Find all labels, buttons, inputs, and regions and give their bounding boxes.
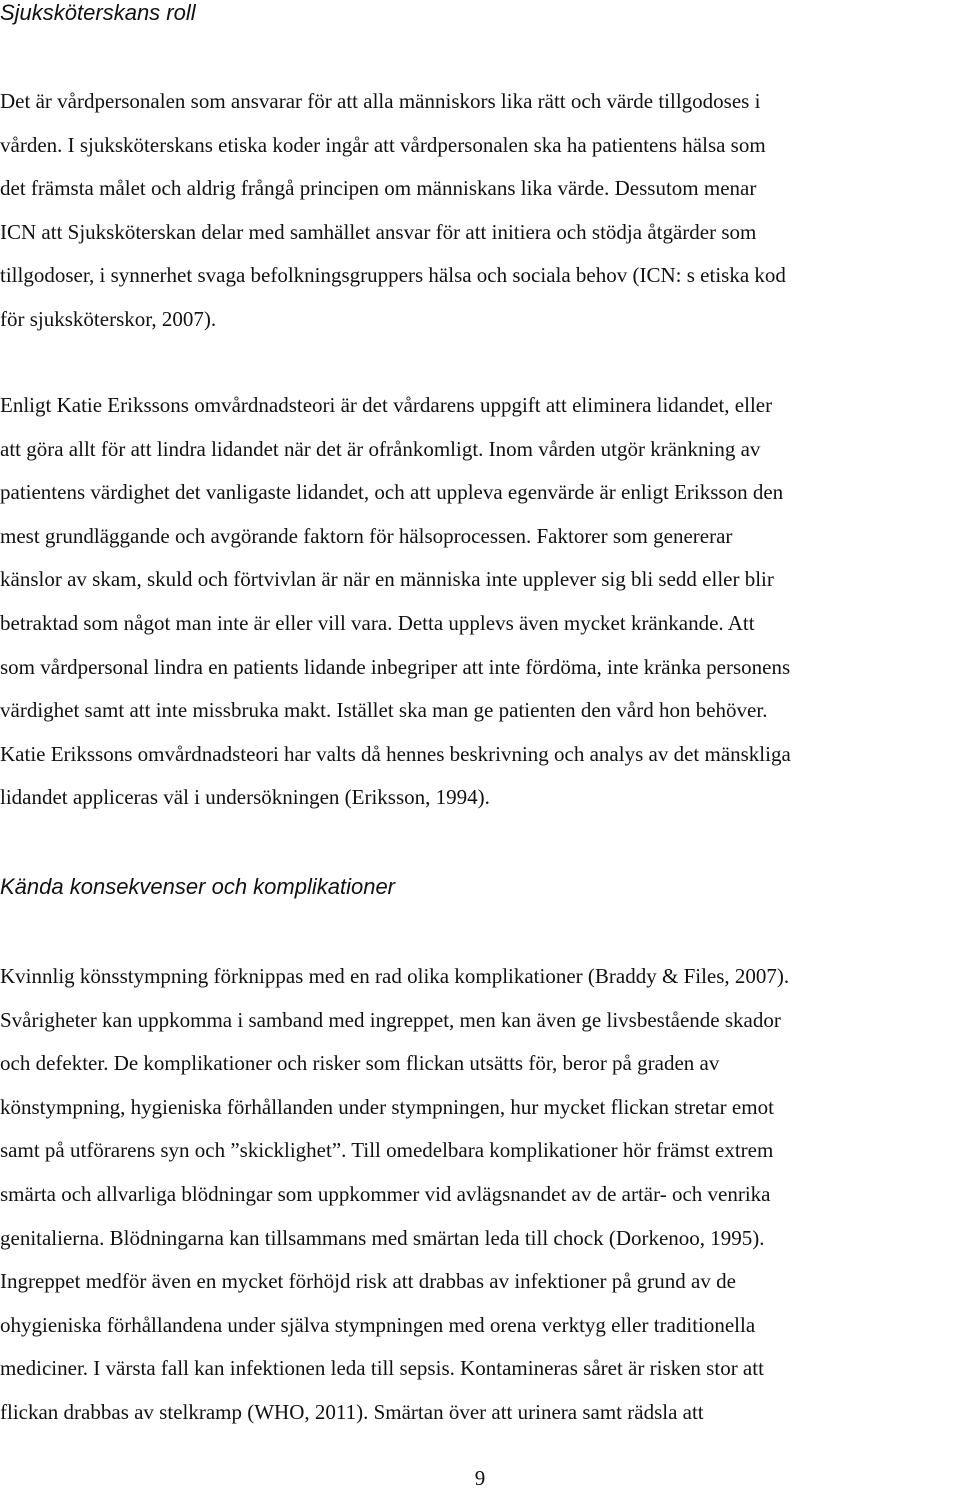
paragraph-icn-ethics <box>0 80 786 342</box>
text-line: mediciner. I värsta fall kan infektionen leda till sepsis. Kontamineras såret är risken stor att <box>0 1356 764 1381</box>
text-line: könstympning, hygieniska förhållanden under stympningen, hur mycket flickan stretar emot <box>0 1094 774 1119</box>
text-line: Svårigheter kan uppkomma i samband med ingreppet, men kan även ge livsbestående skador <box>0 1007 781 1032</box>
text-line: samt på utförarens syn och ”skicklighet”. Till omedelbara komplikationer hör främst extrem <box>0 1138 774 1163</box>
text-line: ICN att Sjuksköterskan delar med samhället ansvar för att initiera och stödja åtgärder som <box>0 219 757 244</box>
section-heading-sjukskoterskans-roll: Sjuksköterskans roll <box>0 0 196 25</box>
section-heading-konsekvenser: Kända konsekvenser och komplikationer <box>0 874 396 899</box>
paragraph-complications <box>0 955 789 1435</box>
text-line: Ingreppet medför även en mycket förhöjd risk att drabbas av infektioner på grund av de <box>0 1269 736 1294</box>
text-line: smärta och allvarliga blödningar som uppkommer vid avlägsnandet av de artär- och venrika <box>0 1181 771 1206</box>
text-line: vården. I sjuksköterskans etiska koder ingår att vårdpersonalen ska ha patientens hälsa som <box>0 132 766 157</box>
text-line: genitalierna. Blödningarna kan tillsammans med smärtan leda till chock (Dorkenoo, 1995). <box>0 1225 765 1250</box>
text-line: ohygieniska förhållandena under själva stympningen med orena verktyg eller traditionella <box>0 1312 756 1337</box>
text-line: flickan drabbas av stelkramp (WHO, 2011). Smärtan över att urinera samt rädsla att <box>0 1399 704 1424</box>
page-number: 9 <box>474 1466 486 1490</box>
text-line: lidandet appliceras väl i undersökningen (Eriksson, 1994). <box>0 785 490 810</box>
text-line: Det är vårdpersonalen som ansvarar för att alla människors lika rätt och värde tillgodoses i <box>0 89 761 113</box>
text-line: att göra allt för att lindra lidandet när det är ofrånkomligt. Inom vården utgör kränkning av <box>0 436 761 461</box>
text-line: patientens värdighet det vanligaste lidandet, och att uppleva egenvärde är enligt Eriksson den <box>0 480 784 505</box>
text-line: betraktad som något man inte är eller vill vara. Detta upplevs även mycket kränkande. Att <box>0 610 755 635</box>
paragraph-eriksson-theory <box>0 384 791 820</box>
text-line: för sjuksköterskor, 2007). <box>0 306 217 331</box>
text-line: Enligt Katie Erikssons omvårdnadsteori är det vårdarens uppgift att eliminera lidandet, eller <box>0 393 773 417</box>
text-line: och defekter. De komplikationer och risker som flickan utsätts för, beror på graden av <box>0 1051 720 1076</box>
text-line: Katie Erikssons omvårdnadsteori har valts då hennes beskrivning och analys av det mänskliga <box>0 741 791 766</box>
text-line: känslor av skam, skuld och förtvivlan är när en människa inte upplever sig bli sedd eller blir <box>0 567 774 592</box>
text-line: Kvinnlig könsstympning förknippas med en rad olika komplikationer (Braddy & Files, 2007). <box>0 964 790 988</box>
text-line: värdighet samt att inte missbruka makt. Istället ska man ge patienten den vård hon behöver. <box>0 698 768 723</box>
text-line: tillgodoser, i synnerhet svaga befolkningsgruppers hälsa och sociala behov (ICN: s etiska kod <box>0 263 786 288</box>
text-line: som vårdpersonal lindra en patients lidande inbegriper att inte fördöma, inte kränka personens <box>0 654 791 679</box>
text-line: mest grundläggande och avgörande faktorn för hälsoprocessen. Faktorer som genererar <box>0 523 733 548</box>
text-line: det främsta målet och aldrig frångå principen om människans lika värde. Dessutom menar <box>0 176 757 201</box>
